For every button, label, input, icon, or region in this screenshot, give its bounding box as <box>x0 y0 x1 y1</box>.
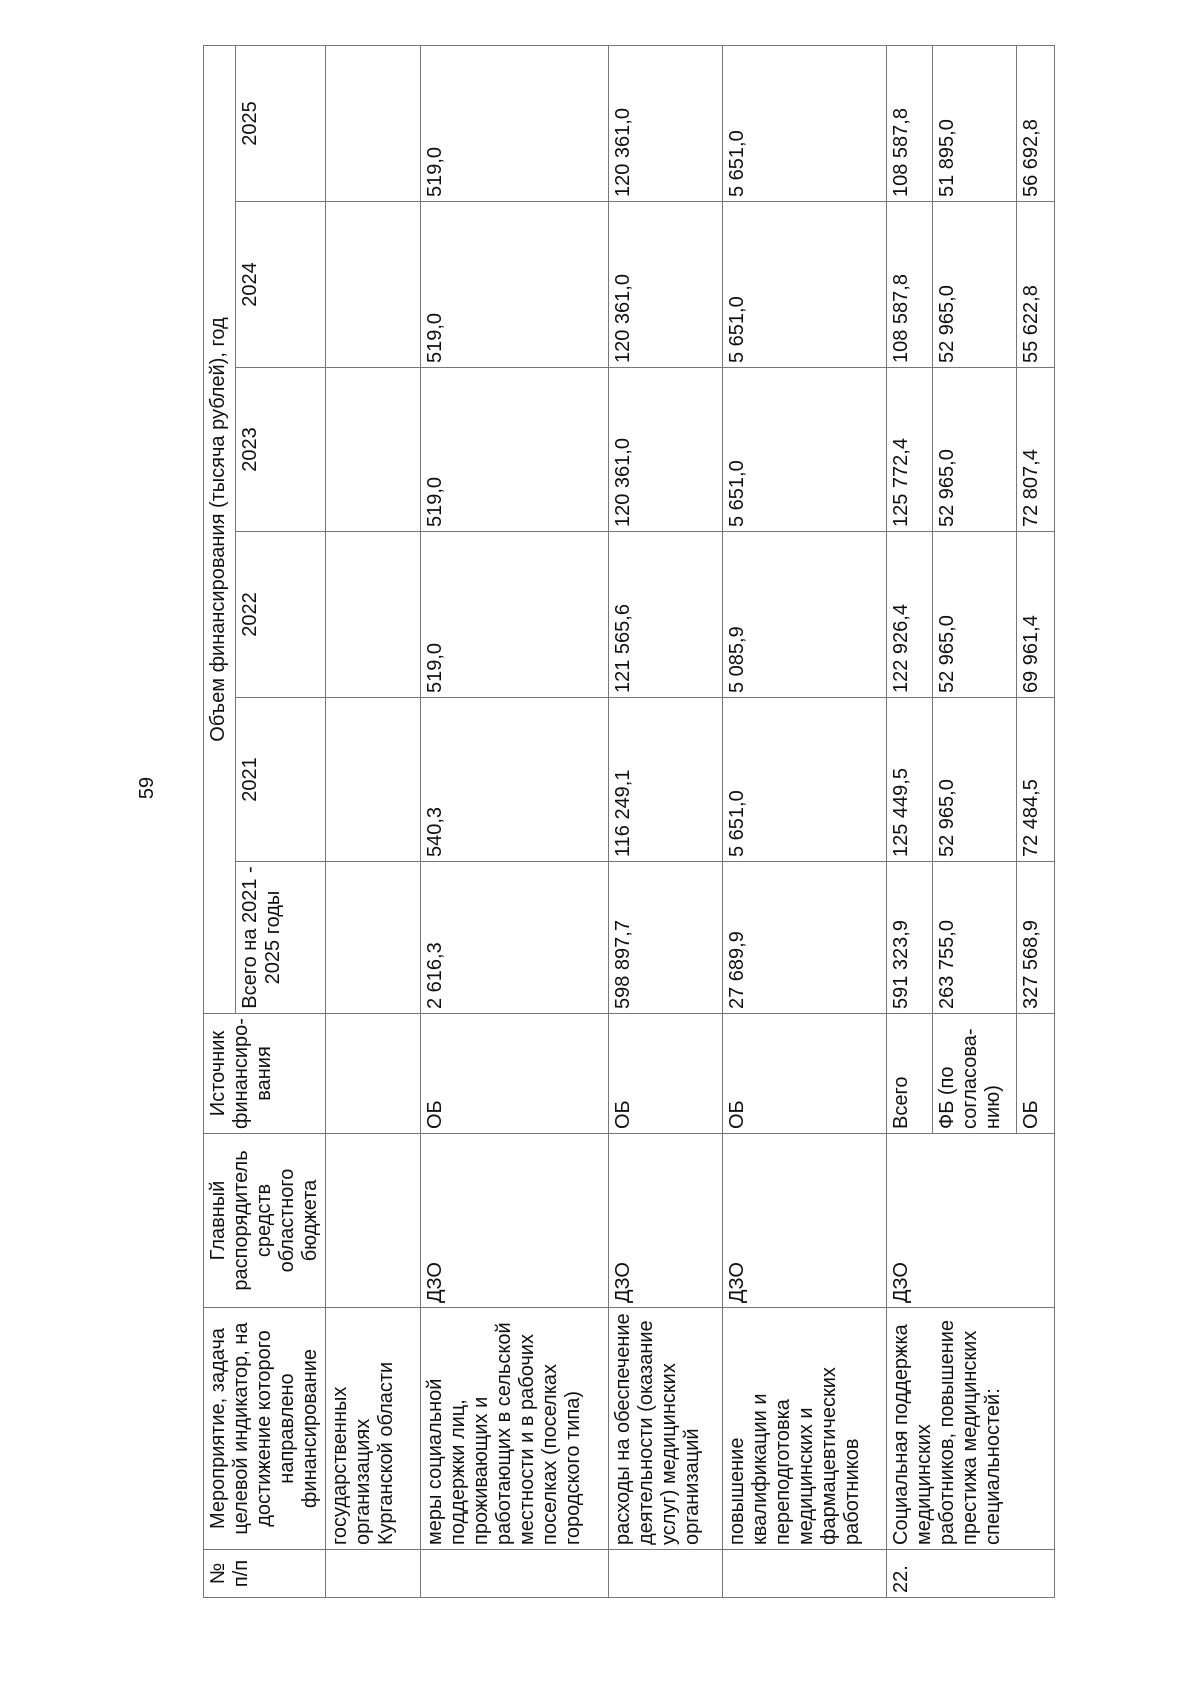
header-year: 2025 <box>235 45 325 201</box>
cell-manager: ДЗО <box>609 1134 723 1308</box>
table-row <box>887 45 933 1597</box>
financing-table <box>203 45 1055 1598</box>
header-activity: Мероприятие, задача целевой индикатор, на достижение которого направлено финансирование <box>204 1308 326 1550</box>
cell-no <box>326 1550 421 1598</box>
cell-2021: 540,3 <box>421 698 609 862</box>
cell-2021: 72 484,5 <box>1017 698 1055 862</box>
cell-2022: 69 961,4 <box>1017 532 1055 698</box>
cell-activity: государственных организациях Курганской области <box>326 1308 421 1550</box>
cell-2023: 120 361,0 <box>609 368 723 532</box>
cell-source: ФБ (по согласова-нию) <box>933 1014 1017 1134</box>
cell-source: ОБ <box>609 1014 723 1134</box>
cell-2021 <box>326 698 421 862</box>
cell-2022: 519,0 <box>421 532 609 698</box>
cell-2021: 125 449,5 <box>887 698 933 862</box>
cell-manager: ДЗО <box>887 1134 1055 1308</box>
cell-activity: расходы на обеспечение деятельности (оказание услуг) медицинских организаций <box>609 1308 723 1550</box>
cell-total: 598 897,7 <box>609 862 723 1014</box>
cell-2021: 5 651,0 <box>723 698 887 862</box>
header-year: 2023 <box>235 368 325 532</box>
header-volume: Объем финансирования (тысяча рублей), год <box>204 45 236 1013</box>
cell-no <box>609 1550 723 1598</box>
cell-2023: 125 772,4 <box>887 368 933 532</box>
cell-total: 2 616,3 <box>421 862 609 1014</box>
cell-2022: 5 085,9 <box>723 532 887 698</box>
cell-2023 <box>326 368 421 532</box>
header-year: 2021 <box>235 698 325 862</box>
cell-manager: ДЗО <box>421 1134 609 1308</box>
cell-total: 27 689,9 <box>723 862 887 1014</box>
cell-total: 263 755,0 <box>933 862 1017 1014</box>
cell-total <box>326 862 421 1014</box>
header-no: № п/п <box>204 1550 326 1598</box>
cell-2024: 52 965,0 <box>933 202 1017 368</box>
cell-manager: ДЗО <box>723 1134 887 1308</box>
cell-total: 327 568,9 <box>1017 862 1055 1014</box>
cell-no <box>723 1550 887 1598</box>
cell-2021: 116 249,1 <box>609 698 723 862</box>
header-total: Всего на 2021 - 2025 годы <box>235 862 325 1014</box>
cell-total: 591 323,9 <box>887 862 933 1014</box>
header-source: Источник финансиро-вания <box>204 1014 326 1134</box>
header-manager: Главный распорядитель средств областного бюджета <box>204 1134 326 1308</box>
cell-no <box>421 1550 609 1598</box>
cell-2022 <box>326 532 421 698</box>
table-row <box>609 45 723 1597</box>
cell-2021: 52 965,0 <box>933 698 1017 862</box>
cell-source <box>326 1014 421 1134</box>
cell-2023: 72 807,4 <box>1017 368 1055 532</box>
cell-activity: повышение квалификации и переподготовка медицинских и фармацевтических работников <box>723 1308 887 1550</box>
cell-2022: 52 965,0 <box>933 532 1017 698</box>
cell-2023: 5 651,0 <box>723 368 887 532</box>
cell-2025: 56 692,8 <box>1017 45 1055 201</box>
cell-2023: 519,0 <box>421 368 609 532</box>
table-row <box>723 45 887 1597</box>
cell-activity: меры социальной поддержки лиц, проживающих и работающих в сельской местности и в рабочих поселках (поселках городского типа) <box>421 1308 609 1550</box>
cell-2024: 108 587,8 <box>887 202 933 368</box>
cell-2023: 52 965,0 <box>933 368 1017 532</box>
cell-manager <box>326 1134 421 1308</box>
cell-activity: Социальная поддержка медицинских работников, повышение престижа медицинских специальностей: <box>887 1308 1055 1550</box>
table-row <box>326 45 421 1597</box>
cell-source: ОБ <box>723 1014 887 1134</box>
cell-2025: 120 361,0 <box>609 45 723 201</box>
cell-2025: 519,0 <box>421 45 609 201</box>
cell-2024: 519,0 <box>421 202 609 368</box>
cell-2024: 120 361,0 <box>609 202 723 368</box>
cell-2025: 5 651,0 <box>723 45 887 201</box>
cell-2024 <box>326 202 421 368</box>
header-year: 2022 <box>235 532 325 698</box>
cell-2025: 51 895,0 <box>933 45 1017 201</box>
cell-source: ОБ <box>1017 1014 1055 1134</box>
header-row-1 <box>204 45 236 1597</box>
cell-2024: 5 651,0 <box>723 202 887 368</box>
cell-2022: 121 565,6 <box>609 532 723 698</box>
cell-source: Всего <box>887 1014 933 1134</box>
table-row <box>421 45 609 1597</box>
header-year: 2024 <box>235 202 325 368</box>
cell-2024: 55 622,8 <box>1017 202 1055 368</box>
cell-2022: 122 926,4 <box>887 532 933 698</box>
cell-no: 22. <box>887 1550 1055 1598</box>
cell-source: ОБ <box>421 1014 609 1134</box>
page-number: 59 <box>136 776 158 800</box>
cell-2025: 108 587,8 <box>887 45 933 201</box>
rotated-table-wrapper <box>203 46 1127 1598</box>
cell-2025 <box>326 45 421 201</box>
